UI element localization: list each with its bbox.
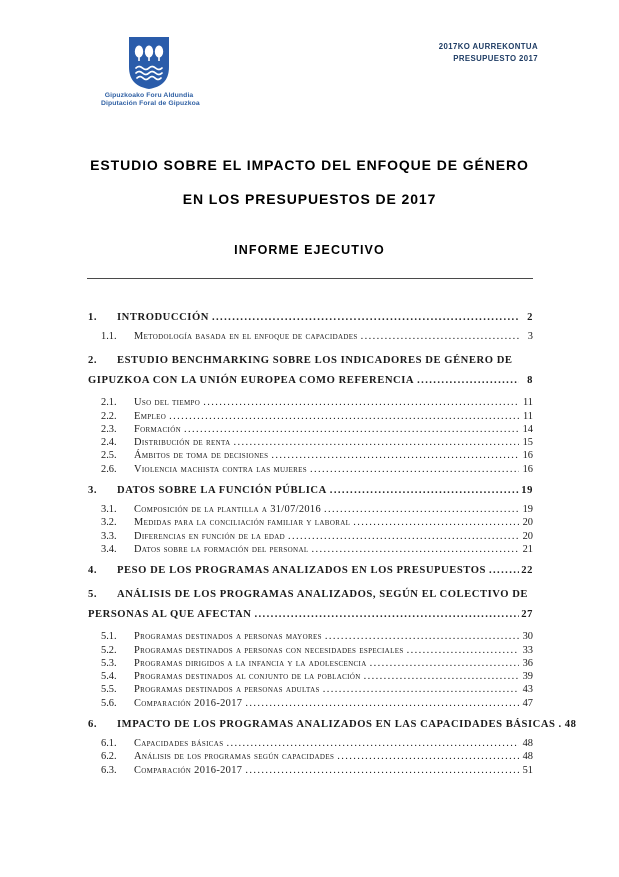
- dot-leader: [169, 410, 519, 423]
- dot-leader: [288, 530, 519, 543]
- dot-leader: [324, 503, 519, 516]
- toc-entry-5[interactable]: 5. ANÁLISIS DE LOS PROGRAMAS ANALIZADOS, SEGÚN EL COLECTIVO DE PERSONAS AL QUE AFECTAN ..... 27: [88, 585, 533, 624]
- dot-leader: [254, 605, 519, 625]
- dot-leader: [271, 449, 519, 462]
- gipuzkoa-coat-of-arms-icon: [129, 37, 169, 89]
- toc-entry-6-2[interactable]: 6.2. Análisis de los programas según capacidades ..... 48: [88, 750, 533, 763]
- dot-leader: [323, 683, 519, 696]
- toc-entry-1[interactable]: 1. INTRODUCCIÓN ..... 2: [88, 311, 533, 324]
- toc-entry-2-4[interactable]: 2.4. Distribución de renta ..... 15: [88, 436, 533, 449]
- title-divider: [87, 278, 533, 279]
- toc-entry-5-1[interactable]: 5.1. Programas destinados a personas mayores ..... 30: [88, 630, 533, 643]
- document-subtitle: INFORME EJECUTIVO: [234, 243, 385, 257]
- dot-leader: [310, 463, 519, 476]
- toc-entry-2[interactable]: 2. ESTUDIO BENCHMARKING SOBRE LOS INDICADORES DE GÉNERO DE GIPUZKOA CON LA UNIÓN EUROPEA COMO REFERENCIA ..... 8: [88, 351, 533, 390]
- toc-entry-2-1[interactable]: 2.1. Uso del tiempo ..... 11: [88, 396, 533, 409]
- toc-entry-2-5[interactable]: 2.5. Ámbitos de toma de decisiones ..... 16: [88, 449, 533, 462]
- dot-leader: [407, 644, 519, 657]
- toc-entry-4[interactable]: 4. PESO DE LOS PROGRAMAS ANALIZADOS EN LOS PRESUPUESTOS ..... 22: [88, 564, 533, 577]
- toc-entry-5-5[interactable]: 5.5. Programas destinados a personas adultas ..... 43: [88, 683, 533, 696]
- toc-entry-5-4[interactable]: 5.4. Programas destinados al conjunto de la población ..... 39: [88, 670, 533, 683]
- toc-entry-3[interactable]: 3. DATOS SOBRE LA FUNCIÓN PÚBLICA ..... 19: [88, 484, 533, 497]
- toc-entry-3-4[interactable]: 3.4. Datos sobre la formación del personal ..... 21: [88, 543, 533, 556]
- logo-block: [101, 37, 200, 108]
- dot-leader: [325, 630, 519, 643]
- dot-leader: [245, 697, 519, 710]
- document-title-line1: ESTUDIO SOBRE EL IMPACTO DEL ENFOQUE DE GÉNERO: [90, 157, 529, 173]
- toc-entry-1-1[interactable]: 1.1. Metodología basada en el enfoque de capacidades ..... 3: [88, 330, 533, 343]
- dot-leader: [312, 543, 520, 556]
- toc-entry-2-2[interactable]: 2.2. Empleo ..... 11: [88, 410, 533, 423]
- dot-leader: [559, 718, 563, 731]
- document-title: [45, 148, 574, 216]
- dot-leader: [184, 423, 519, 436]
- toc-entry-6-3[interactable]: 6.3. Comparación 2016-2017 ..... 51: [88, 764, 533, 777]
- dot-leader: [330, 484, 519, 497]
- table-of-contents: [88, 303, 577, 777]
- toc-entry-5-3[interactable]: 5.3. Programas dirigidos a la infancia y la adolescencia ..... 36: [88, 657, 533, 670]
- toc-entry-2-3[interactable]: 2.3. Formación ..... 14: [88, 423, 533, 436]
- toc-entry-3-3[interactable]: 3.3. Diferencias en función de la edad ..... 20: [88, 530, 533, 543]
- budget-header: [439, 41, 538, 64]
- dot-leader: [361, 330, 519, 343]
- toc-entry-5-2[interactable]: 5.2. Programas destinados a personas con necesidades especiales ..... 33: [88, 644, 533, 657]
- org-name-basque: Gipuzkoako Foru Aldundia: [104, 92, 194, 99]
- toc-entry-5-6[interactable]: 5.6. Comparación 2016-2017 ..... 47: [88, 697, 533, 710]
- dot-leader: [353, 516, 519, 529]
- toc-entry-6-1[interactable]: 6.1. Capacidades básicas ..... 48: [88, 737, 533, 750]
- dot-leader: [226, 737, 519, 750]
- dot-leader: [337, 750, 519, 763]
- dot-leader: [370, 657, 519, 670]
- dot-leader: [234, 436, 520, 449]
- dot-leader: [417, 371, 519, 391]
- toc-entry-6[interactable]: 6. IMPACTO DE LOS PROGRAMAS ANALIZADOS EN LAS CAPACIDADES BÁSICAS ..... 48: [88, 718, 533, 731]
- budget-header-basque: 2017KO AURREKONTUA: [438, 42, 538, 51]
- dot-leader: [203, 396, 519, 409]
- toc-entry-3-2[interactable]: 3.2. Medidas para la conciliación familiar y laboral ..... 20: [88, 516, 533, 529]
- document-title-line2: EN LOS PRESUPUESTOS DE 2017: [182, 191, 437, 207]
- dot-leader: [364, 670, 519, 683]
- toc-entry-3-1[interactable]: 3.1. Composición de la plantilla a 31/07/2016 ..... 19: [88, 503, 533, 516]
- dot-leader: [212, 311, 519, 324]
- budget-header-spanish: PRESUPUESTO 2017: [453, 53, 538, 63]
- toc-entry-2-6[interactable]: 2.6. Violencia machista contra las mujeres ..... 16: [88, 463, 533, 476]
- org-name-spanish: Diputación Foral de Gipuzkoa: [101, 100, 200, 108]
- dot-leader: [245, 764, 519, 777]
- dot-leader: [489, 564, 519, 577]
